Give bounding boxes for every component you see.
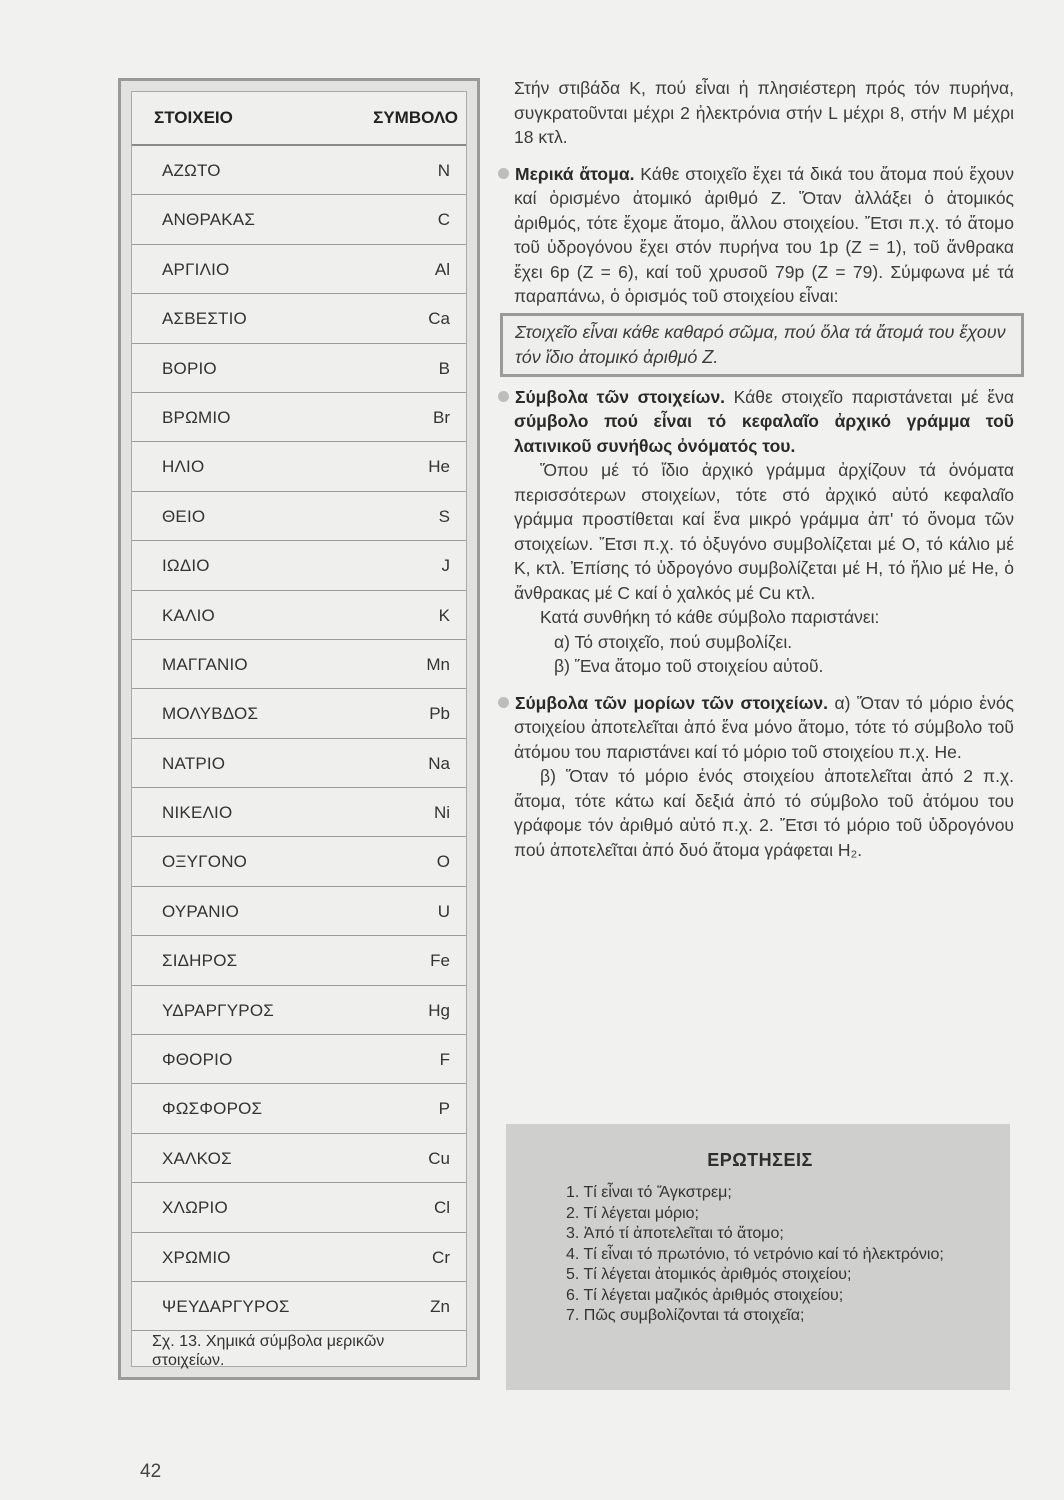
element-name: ΗΛΙΟ xyxy=(162,457,205,477)
table-row xyxy=(132,1282,466,1331)
element-name: ΒΟΡΙΟ xyxy=(162,358,217,378)
element-name: ΝΙΚΕΛΙΟ xyxy=(162,803,233,823)
element-name: ΙΩΔΙΟ xyxy=(162,556,210,576)
element-symbol: Cu xyxy=(428,1148,450,1168)
element-name: ΜΟΛΥΒΔΟΣ xyxy=(162,704,259,724)
element-symbol: C xyxy=(437,210,450,230)
main-text-column xyxy=(514,76,1014,862)
table-row xyxy=(132,1084,466,1133)
table-row xyxy=(132,1134,466,1183)
element-name: ΝΑΤΡΙΟ xyxy=(162,753,226,773)
element-symbol: Hg xyxy=(428,1000,450,1020)
element-name: ΑΝΘΡΑΚΑΣ xyxy=(162,210,256,230)
table-inner xyxy=(131,91,467,1367)
element-symbol: Pb xyxy=(429,704,450,724)
table-row xyxy=(132,492,466,541)
molecules-paragraph xyxy=(514,691,1014,765)
header-symbol: ΣΥΜΒΟΛΟ xyxy=(373,108,458,127)
symbols-heading: Σύμβολα τῶν στοιχείων. xyxy=(515,386,726,407)
element-name: ΘΕΙΟ xyxy=(162,506,206,526)
questions-list xyxy=(524,1183,996,1327)
table-row xyxy=(132,1183,466,1232)
element-symbol: N xyxy=(437,161,450,180)
question-item: 1. Τί εἶναι τό Ἄγκστρεμ; xyxy=(566,1184,732,1201)
symbols-bold-rule: σύμβολο πού εἶναι τό κεφαλαῖο ἀρχικό γράμμα τοῦ λατινικοῦ συνήθως ὀνόματός του. xyxy=(514,411,1014,456)
element-symbol: Br xyxy=(433,407,450,427)
page-number: 42 xyxy=(140,1461,162,1482)
question-item: 5. Τί λέγεται ἀτομικός ἀριθμός στοιχείου; xyxy=(566,1266,852,1283)
table-row xyxy=(132,640,466,689)
table-row xyxy=(132,294,466,343)
element-name: ΧΛΩΡΙΟ xyxy=(162,1198,228,1218)
convention-line: Κατά συνθήκη τό κάθε σύμβολο παριστάνει: xyxy=(540,607,880,627)
element-symbol: P xyxy=(438,1099,450,1119)
element-symbol: He xyxy=(428,457,450,477)
table-row xyxy=(132,986,466,1035)
question-item: 4. Τί εἶναι τό πρωτόνιο, τό νετρόνιο καί τό ἠλεκτρόνιο; xyxy=(566,1245,944,1263)
element-name: ΟΥΡΑΝΙΟ xyxy=(162,901,240,921)
element-symbol: F xyxy=(439,1050,450,1070)
element-name: ΑΣΒΕΣΤΙΟ xyxy=(162,309,247,329)
element-name: ΑΖΩΤΟ xyxy=(162,161,221,180)
table-row xyxy=(132,195,466,244)
element-name: ΥΔΡΑΡΓΥΡΟΣ xyxy=(162,1000,274,1020)
element-name: ΨΕΥΔΑΡΓΥΡΟΣ xyxy=(162,1296,290,1316)
element-symbol: Zn xyxy=(430,1296,450,1316)
molecules-paragraph-b: β) Ὅταν τό μόριο ἑνός στοιχείου ἀποτελεῖται ἀπό 2 π.χ. ἄτομα, τότε κάτω καί δεξιά ἀπό τό σύμβολο τοῦ ἀτόμου του γράφομε τόν ἀριθμό αὐτό π.χ. 2. Ἔτσι τό μόριο τοῦ ὑδρογόνου πού ἀποτελεῖται ἀπό δυό ἄτομα γράφεται H₂. xyxy=(514,766,1014,860)
question-item: 7. Πῶς συμβολίζονται τά στοιχεῖα; xyxy=(566,1307,805,1324)
figure-caption: Σχ. 13. Χημικά σύμβολα μερικῶν στοιχείων. xyxy=(152,1333,385,1369)
table-row xyxy=(132,146,466,195)
bullet-icon xyxy=(498,391,509,402)
element-symbol: Fe xyxy=(430,951,450,971)
element-symbol: B xyxy=(438,358,450,378)
table-row xyxy=(132,442,466,491)
table-row xyxy=(132,393,466,442)
question-item: 3. Ἀπό τί ἀποτελεῖται τό ἄτομο; xyxy=(566,1225,784,1242)
table-row xyxy=(132,788,466,837)
table-row xyxy=(132,541,466,590)
element-symbol: S xyxy=(438,506,450,526)
symbols-paragraph-2: Ὅπου μέ τό ἴδιο ἀρχικό γράμμα ἀρχίζουν τά ὀνόματα περισσότερων στοιχείων, τότε στό ἀρχικό αὐτό κεφαλαῖο γράμμα προστίθεται καί ἕνα μικρό γράμμα ἀπ' τό ὄνομα τῶν στοιχείων. Ἔτσι π.χ. τό ὀξυγόνο συμβολίζεται μέ O, τό κάλιο μέ K, κτλ. Ἐπίσης τό ὑδρογόνο συμβολίζεται μέ H, τό ἥλιο μέ He, ὁ ἄνθρακας μέ C καί ὁ χαλκός μέ Cu κτλ. xyxy=(514,460,1014,603)
table-row xyxy=(132,837,466,886)
element-symbol: Mn xyxy=(426,654,450,674)
table-rows xyxy=(132,146,466,1331)
table-row xyxy=(132,245,466,294)
table-row xyxy=(132,344,466,393)
table-row xyxy=(132,689,466,738)
intro-paragraph: Στήν στιβάδα K, πού εἶναι ἡ πλησιέστερη πρός τόν πυρήνα, συγκρατοῦνται μέχρι 2 ἠλεκτρόνια στήν L μέχρι 8, στήν M μέχρι 18 κτλ. xyxy=(514,78,1014,147)
questions-title: ΕΡΩΤΗΣΕΙΣ xyxy=(707,1150,813,1170)
element-name: ΑΡΓΙΛΙΟ xyxy=(162,259,230,279)
element-name: ΚΑΛΙΟ xyxy=(162,605,215,625)
atoms-body: Κάθε στοιχεῖο ἔχει τά δικά του ἄτομα πού ἔχουν καί ὁρισμένο ἀτομικό ἀριθμό Z. Ὅταν ἀλλάξει ὁ ἀτομικός ἀριθμός, τότε ἔχομε ἄτομο, ἄλλου στοιχείου. Ἔτσι π.χ. τό ἄτομο τοῦ ὑδρογόνου ἔχει στόν πυρήνα του 1p (Z = 1), τοῦ ἄνθρακα ἔχει 6p (Z = 6), καί τοῦ χρυσοῦ 79p (Z = 79). Σύμφωνα μέ τά παραπάνω, ὁ ὁρισμός τοῦ στοιχείου εἶναι: xyxy=(514,163,1014,306)
element-name: ΒΡΩΜΙΟ xyxy=(162,407,231,427)
table-row xyxy=(132,1233,466,1282)
table-row xyxy=(132,591,466,640)
header-element: ΣΤΟΙΧΕΙΟ xyxy=(154,108,233,127)
questions-box xyxy=(506,1124,1010,1390)
table-row xyxy=(132,936,466,985)
molecules-body: α) Ὅταν τό μόριο ἑνός στοιχείου ἀποτελεῖται ἀπό ἕνα μόνο ἄτομο, τότε τό σύμβολο τοῦ ἀτόμου του παριστάνει καί τό μόριο τοῦ στοιχείου π.χ. He. xyxy=(514,692,1014,762)
table-header xyxy=(132,92,466,146)
element-name: ΜΑΓΓΑΝΙΟ xyxy=(162,654,248,674)
element-name: ΦΘΟΡΙΟ xyxy=(162,1050,233,1070)
element-name: ΣΙΔΗΡΟΣ xyxy=(162,951,238,971)
atoms-heading: Μερικά ἄτομα. xyxy=(515,163,635,184)
element-symbol: Cr xyxy=(432,1247,450,1267)
symbols-body-1: Κάθε στοιχεῖο παριστάνεται μέ ἕνα xyxy=(725,386,1014,407)
element-symbol: J xyxy=(441,556,450,576)
element-name: ΦΩΣΦΟΡΟΣ xyxy=(162,1099,263,1119)
bullet-icon xyxy=(498,697,509,708)
table-row xyxy=(132,739,466,788)
element-name: ΧΑΛΚΟΣ xyxy=(162,1148,232,1168)
table-row xyxy=(132,887,466,936)
element-name: ΟΞΥΓΟΝΟ xyxy=(162,852,248,872)
element-symbol: U xyxy=(437,901,450,921)
molecules-heading: Σύμβολα τῶν μορίων τῶν στοιχείων. xyxy=(515,692,828,713)
element-symbol: Na xyxy=(428,753,450,773)
atoms-paragraph xyxy=(514,162,1014,309)
element-symbol: Ca xyxy=(428,309,450,329)
element-symbol: Al xyxy=(434,259,450,279)
symbols-paragraph xyxy=(514,385,1014,459)
element-symbol: O xyxy=(436,852,450,872)
table-row xyxy=(132,1035,466,1084)
convention-a: α) Τό στοιχεῖο, πού συμβολίζει. xyxy=(554,631,793,652)
definition-box: Στοιχεῖο εἶναι κάθε καθαρό σῶμα, πού ὅλα τά ἄτομά του ἔχουν τόν ἴδιο ἀτομικό ἀριθμό Z. xyxy=(500,313,1024,377)
element-symbol: Ni xyxy=(433,803,450,823)
question-item: 6. Τί λέγεται μαζικός ἀριθμός στοιχείου; xyxy=(566,1286,844,1304)
convention-b: β) Ἕνα ἄτομο τοῦ στοιχείου αὐτοῦ. xyxy=(554,656,824,676)
element-symbol: Cl xyxy=(433,1198,450,1218)
element-symbol-table xyxy=(118,78,480,1380)
bullet-icon xyxy=(498,168,509,179)
element-name: ΧΡΩΜΙΟ xyxy=(162,1247,231,1267)
element-symbol: K xyxy=(438,605,450,625)
question-item: 2. Τί λέγεται μόριο; xyxy=(566,1204,699,1222)
